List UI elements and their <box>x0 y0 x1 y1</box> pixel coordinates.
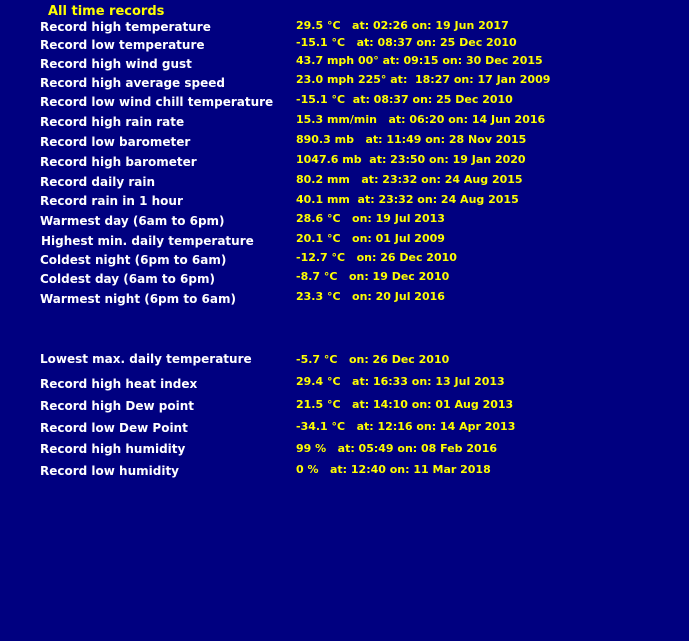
record-label: Record low barometer <box>40 135 191 149</box>
record-value: -5.7 °C on: 26 Dec 2010 <box>296 353 450 366</box>
record-label: Record rain in 1 hour <box>40 194 183 208</box>
record-label: Record high heat index <box>40 377 198 391</box>
record-value: 80.2 mm at: 23:32 on: 24 Aug 2015 <box>296 173 523 186</box>
record-row-low-wind-chill <box>0 92 689 108</box>
record-value: 29.4 °C at: 16:33 on: 13 Jul 2013 <box>296 375 505 388</box>
record-label: Record low humidity <box>40 464 180 478</box>
record-label: Coldest day (6am to 6pm) <box>40 272 215 286</box>
record-label: Warmest day (6am to 6pm) <box>40 214 225 228</box>
record-value: 20.1 °C on: 01 Jul 2009 <box>296 232 445 245</box>
record-row-rain-1-hour <box>0 192 689 208</box>
record-row-high-wind-gust <box>0 53 689 69</box>
record-row-low-barometer <box>0 132 689 148</box>
record-value: 890.3 mb at: 11:49 on: 28 Nov 2015 <box>296 133 527 146</box>
record-row-low-humidity <box>0 462 689 478</box>
record-value: 23.3 °C on: 20 Jul 2016 <box>296 290 445 303</box>
record-row-low-dew-point <box>0 419 689 435</box>
record-value: 21.5 °C at: 14:10 on: 01 Aug 2013 <box>296 398 514 411</box>
record-label: Record high Dew point <box>40 399 194 413</box>
record-value: -15.1 °C at: 08:37 on: 25 Dec 2010 <box>296 93 513 106</box>
record-row-coldest-night <box>0 250 689 266</box>
record-row-lowest-max-daily <box>0 350 689 366</box>
record-label: Warmest night (6pm to 6am) <box>40 292 236 306</box>
record-row-warmest-day <box>0 211 689 227</box>
record-value: 29.5 °C at: 02:26 on: 19 Jun 2017 <box>296 19 509 32</box>
record-value: -15.1 °C at: 08:37 on: 25 Dec 2010 <box>296 36 517 49</box>
record-value: 0 % at: 12:40 on: 11 Mar 2018 <box>296 463 491 476</box>
record-row-highest-min-daily <box>0 231 689 247</box>
record-label: Lowest max. daily temperature <box>40 352 252 366</box>
record-row-warmest-night <box>0 289 689 305</box>
record-label: Record low temperature <box>40 38 205 52</box>
record-row-low-temperature <box>0 35 689 51</box>
record-row-high-heat-index <box>0 374 689 390</box>
record-label: Record daily rain <box>40 175 156 189</box>
record-row-high-rain-rate <box>0 112 689 128</box>
record-value: 15.3 mm/min at: 06:20 on: 14 Jun 2016 <box>296 113 546 126</box>
record-label: Record low Dew Point <box>40 421 188 435</box>
record-value: 1047.6 mb at: 23:50 on: 19 Jan 2020 <box>296 153 526 166</box>
record-label: Record high barometer <box>40 155 197 169</box>
record-label: Record high rain rate <box>40 115 185 129</box>
record-value: 40.1 mm at: 23:32 on: 24 Aug 2015 <box>296 193 519 206</box>
record-row-high-barometer <box>0 152 689 168</box>
record-value: 28.6 °C on: 19 Jul 2013 <box>296 212 445 225</box>
record-value: 43.7 mph 00° at: 09:15 on: 30 Dec 2015 <box>296 54 543 67</box>
record-row-high-dew-point <box>0 397 689 413</box>
record-value: 23.0 mph 225° at: 18:27 on: 17 Jan 2009 <box>296 73 551 86</box>
record-label: Record high wind gust <box>40 57 192 71</box>
record-row-high-temperature <box>0 18 689 34</box>
record-label: Record low wind chill temperature <box>40 95 274 109</box>
record-value: -8.7 °C on: 19 Dec 2010 <box>296 270 450 283</box>
record-label: Record high average speed <box>40 76 225 90</box>
record-value: -34.1 °C at: 12:16 on: 14 Apr 2013 <box>296 420 516 433</box>
record-value: -12.7 °C on: 26 Dec 2010 <box>296 251 457 264</box>
page-title: All time records <box>48 4 165 19</box>
record-label: Record high temperature <box>40 20 211 34</box>
record-label: Record high humidity <box>40 442 186 456</box>
record-value: 99 % at: 05:49 on: 08 Feb 2016 <box>296 442 498 455</box>
record-row-high-average-speed <box>0 72 689 88</box>
record-row-high-humidity <box>0 441 689 457</box>
record-row-daily-rain <box>0 172 689 188</box>
record-label: Highest min. daily temperature <box>41 234 254 248</box>
record-label: Coldest night (6pm to 6am) <box>40 253 227 267</box>
record-row-coldest-day <box>0 269 689 285</box>
